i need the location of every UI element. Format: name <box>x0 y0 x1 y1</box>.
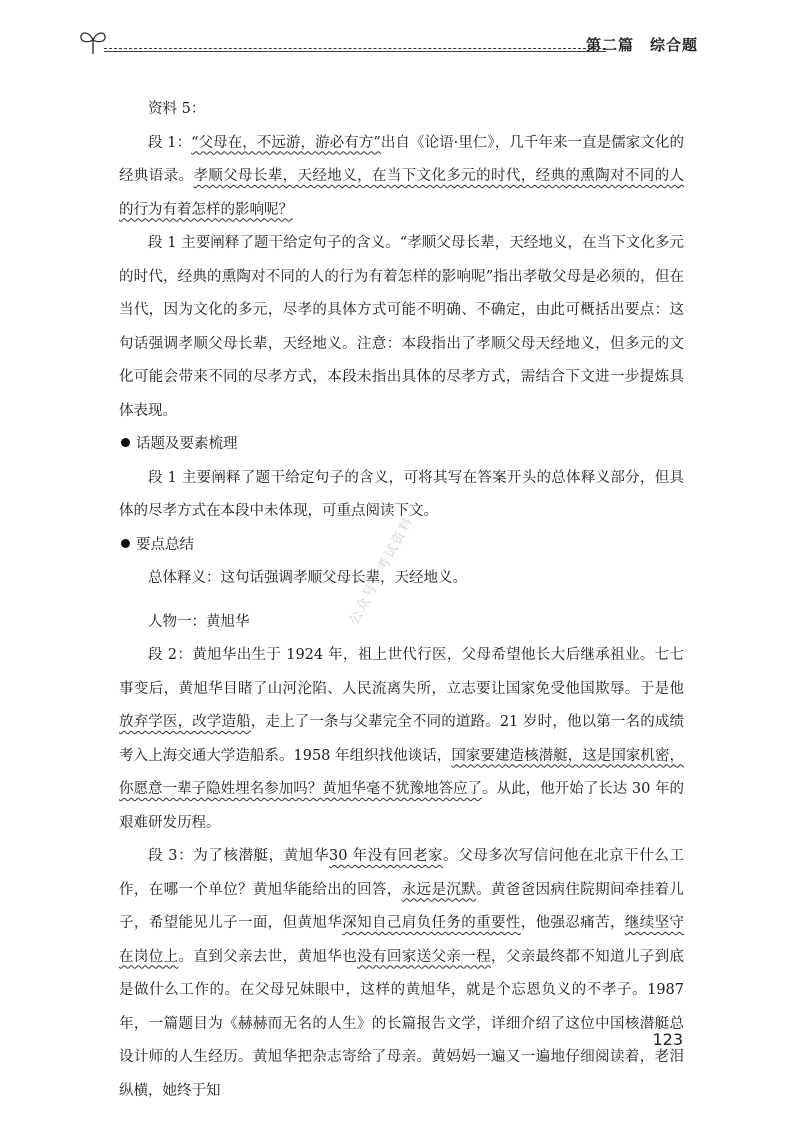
watermark: 公众号：考试资料 <box>346 513 417 627</box>
bullet-title: 要点总结 <box>136 536 194 553</box>
para3-highlight: 30 年没有回老家 <box>328 848 444 864</box>
bullet-icon <box>121 438 130 447</box>
bullet-title: 话题及要素梳理 <box>136 436 238 452</box>
header-dotted-rule <box>104 48 606 49</box>
para3-text: 。父母多次写信问他在北京干什么工作，在哪一个单位？黄旭华能给出的回答， <box>119 848 684 898</box>
bullet-icon <box>121 539 130 548</box>
page-header <box>78 28 698 58</box>
para2-text: 段 2：黄旭华出生于 1924 年，祖上世代行医，父母希望他长大后继承祖业。七七事变后，黄旭华目睹了山河沦陷、人民流离失所，立志要让国家免受他国欺辱。于是他 <box>119 647 684 697</box>
person-heading: 人物一：黄旭华 <box>148 613 250 630</box>
paragraph-1 <box>119 127 684 228</box>
para3-highlight: 继续坚守在岗位上 <box>119 915 685 965</box>
para3-highlight: 没有回家送父亲一程 <box>357 948 491 965</box>
para1-label: 段 1： <box>148 134 192 151</box>
para2-text: ，走上了一条与父辈完全不同的道路。21 岁时，他以第一名的成绩考入上海交通大学造船系。1958 年组织找他谈话， <box>119 714 685 764</box>
header-rule <box>104 51 606 52</box>
material-heading: 资料 5： <box>148 101 206 117</box>
section-title: 第二篇 综合题 <box>585 36 698 54</box>
bullet-topic-elements <box>119 428 684 462</box>
paragraph-3 <box>119 840 684 1108</box>
para1-source: 出自《论语·里仁》，几千年来一直是儒家文化的经典语录。 <box>119 134 684 184</box>
para3-text: 。黄爸爸因病住院期间牵挂着儿子，希望能见儿子一面，但黄旭华 <box>119 881 685 931</box>
para3-text: 段 3：为了核潜艇，黄旭华 <box>148 848 329 864</box>
para3-highlight: 永远是沉默 <box>401 881 477 898</box>
para3-text: 。直到父亲去世，黄旭华也 <box>178 948 358 965</box>
bullet-2-text: 总体释义：这句话强调孝顺父母长辈，天经地义。 <box>148 570 467 586</box>
page-body <box>119 93 684 1108</box>
para2-highlight: 国家要建造核潜艇，这是国家机密，你愿意一辈子隐姓埋名参加吗？黄旭华毫不犹豫地答应了 <box>119 747 684 797</box>
analysis-1: 段 1 主要阐释了题干给定句子的含义。“孝顺父母长辈，天经地义，在当下文化多元的时代，经典的熏陶对不同的人的行为有着怎样的影响呢”指出孝敬父母是必须的，但在当代，因为文化的多元，尽孝的具体方式可能不明确、不确定，由此可概括出要点：这句话强调孝顺父母长辈，天经地义。注意：本段指出了孝顺父母天经地义，但多元的文化可能会带来不同的尽孝方式，本段未指出具体的尽孝方式，需结合下文进一步提炼具体表现。 <box>119 235 684 419</box>
bullet-key-points <box>119 529 684 563</box>
para3-text: ，父亲最终都不知道儿子到底是做什么工作的。在父母兄妹眼中，这样的黄旭华，就是个忘恩负义的不孝子。1987 年，一篇题目为《赫赫而无名的人生》的长篇报告文学，详细介绍了这位中国核潜艇总设计师的人生经历。黄旭华把杂志寄给了母亲。黄妈妈一遍又一遍地仔细阅读着，老泪纵横，她终于知 <box>119 948 685 1099</box>
para3-text: ，他强忍痛苦， <box>520 915 625 931</box>
para2-text: 。从此，他开始了长达 30 年的艰难研发历程。 <box>119 781 684 831</box>
para3-highlight: 深知自己肩负任务的重要性 <box>342 915 521 931</box>
para1-question: 孝顺父母长辈，天经地义，在当下文化多元的时代，经典的熏陶对不同的人的行为有着怎样的影响呢？ <box>119 168 685 218</box>
paragraph-2 <box>119 639 684 840</box>
bullet-1-text: 段 1 主要阐释了题干给定句子的含义，可将其写在答案开头的总体释义部分，但具体的尽孝方式在本段中未体现，可重点阅读下文。 <box>119 469 684 519</box>
page-number: 123 <box>652 1030 683 1049</box>
para1-quote: “父母在，不远游，游必有方” <box>191 134 381 151</box>
para2-highlight: 放弃学医，改学造船 <box>119 714 251 730</box>
